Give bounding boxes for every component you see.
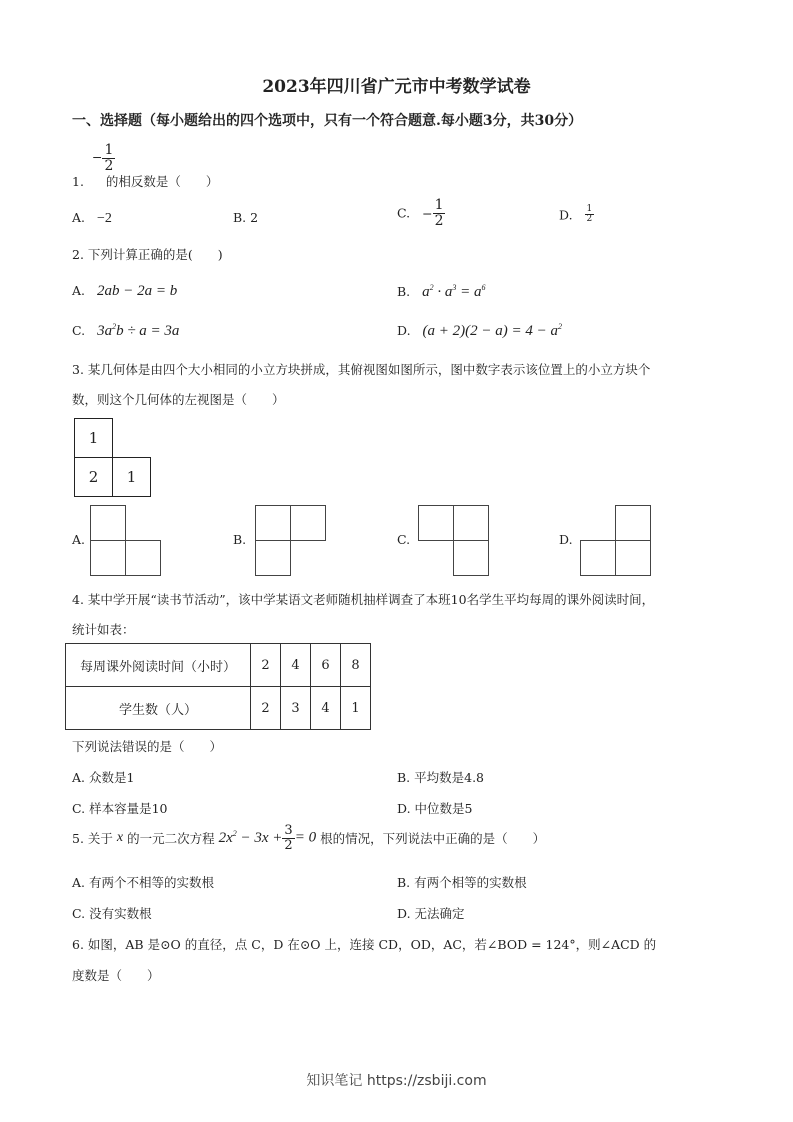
q5-option-d: D. 无法确定 bbox=[397, 906, 465, 921]
q2-option-c bbox=[72, 322, 179, 340]
q2-b-label: B. bbox=[397, 284, 411, 299]
q1-text: 的相反数是（ ） bbox=[105, 174, 219, 189]
q1-d-num: 1 bbox=[586, 204, 593, 214]
q2-d-label: D. bbox=[397, 323, 411, 338]
q2-d-expr: $(a + 2)(2 - a) = 4 - a^2$ bbox=[422, 322, 563, 339]
table-cell: 2 bbox=[251, 644, 281, 687]
q2-option-b bbox=[397, 283, 486, 301]
q5-option-a: A. 有两个不相等的实数根 bbox=[72, 875, 214, 890]
q4-option-c: C. 样本容量是10 bbox=[72, 801, 168, 816]
q1-option-b: B. 2 bbox=[233, 210, 259, 225]
q1-option-c bbox=[397, 198, 445, 228]
q3-option-d-label: D. bbox=[559, 532, 573, 547]
section-heading: 一、选择题（每小题给出的四个选项中，只有一个符合题意.每小题3分，共30分） bbox=[72, 113, 583, 129]
q1-option-a bbox=[72, 210, 112, 227]
q4-line2: 统计如表： bbox=[72, 622, 135, 637]
q5-mid: 的一元二次方程 bbox=[127, 831, 215, 847]
table-cell: 1 bbox=[341, 687, 371, 730]
exam-title: 2023年四川省广元市中考数学试卷 bbox=[262, 77, 531, 97]
table-row bbox=[66, 687, 371, 730]
grid-cell: 1 bbox=[113, 458, 151, 497]
footer-watermark: 知识笔记 https://zsbiji.com bbox=[306, 1073, 487, 1089]
q3-line2: 数，则这个几何体的左视图是（ ） bbox=[72, 392, 285, 407]
q2-a-label: A. bbox=[72, 283, 86, 298]
q2-a-expr: 2ab − 2a = b bbox=[97, 283, 178, 299]
q5-variable: x bbox=[116, 830, 124, 846]
q4-option-a: A. 众数是1 bbox=[72, 770, 135, 785]
grid-cell-empty bbox=[113, 419, 151, 458]
reading-time-table bbox=[65, 643, 371, 730]
q1-frac-sign: − bbox=[92, 149, 103, 165]
q5-equation: $2x^2 - 3x$ + bbox=[218, 829, 283, 847]
row-header: 每周课外阅读时间（小时） bbox=[66, 644, 251, 687]
q4-option-b: B. 平均数是4.8 bbox=[397, 770, 485, 785]
q5-pre: 5. 关于 bbox=[72, 831, 113, 847]
table-cell: 3 bbox=[281, 687, 311, 730]
q2-b-expr: $a^2 \cdot a^3 = a^6$ bbox=[422, 283, 486, 300]
q5-post: 根的情况，下列说法中正确的是（ ） bbox=[320, 831, 546, 847]
q4-option-d: D. 中位数是5 bbox=[397, 801, 473, 816]
q3-option-a-label: A. bbox=[72, 532, 86, 547]
q2-option-d bbox=[397, 322, 562, 340]
q5-option-c: C. 没有实数根 bbox=[72, 906, 152, 921]
q1-stem bbox=[72, 172, 218, 190]
q3-option-c-label: C. bbox=[397, 532, 411, 547]
q1-frac-den: 2 bbox=[104, 157, 114, 174]
q4-question: 下列说法错误的是（ ） bbox=[72, 739, 223, 754]
table-row bbox=[66, 644, 371, 687]
row-header: 学生数（人） bbox=[66, 687, 251, 730]
table-cell: 6 bbox=[311, 644, 341, 687]
q1-number: 1. bbox=[72, 174, 84, 189]
grid-cell: 2 bbox=[75, 458, 113, 497]
q2-option-a bbox=[72, 283, 177, 300]
table-cell: 4 bbox=[281, 644, 311, 687]
q6-line2: 度数是（ ） bbox=[72, 968, 160, 983]
q4-line1: 4. 某中学开展“读书节活动”，该中学某语文老师随机抽样调查了本班10名学生平均每周的课外阅读时间， bbox=[72, 592, 655, 607]
q1-frac-num: 1 bbox=[104, 142, 114, 158]
q1-a-label: A. bbox=[72, 210, 86, 225]
q5-option-b: B. 有两个相等的实数根 bbox=[397, 875, 527, 890]
q1-c-sign: − bbox=[422, 205, 433, 221]
q1-d-den: 2 bbox=[586, 214, 593, 225]
q1-fraction bbox=[92, 143, 115, 173]
table-cell: 4 bbox=[311, 687, 341, 730]
q5-frac-den: 2 bbox=[284, 837, 293, 853]
q2-stem: 2. 下列计算正确的是( ) bbox=[72, 247, 223, 262]
table-cell: 8 bbox=[341, 644, 371, 687]
q6-line1: 6. 如图，AB 是⊙O 的直径，点 C，D 在⊙O 上，连接 CD，OD，AC，若∠BOD = 124°，则∠ACD 的 bbox=[72, 937, 657, 952]
q1-d-label: D. bbox=[559, 207, 573, 223]
q3-line1: 3. 某几何体是由四个大小相同的小立方块拼成，其俯视图如图所示，图中数字表示该位置上的小立方块个 bbox=[72, 362, 651, 377]
q3-option-b-label: B. bbox=[233, 532, 247, 547]
q5-frac-num: 3 bbox=[284, 823, 293, 838]
q1-c-num: 1 bbox=[434, 197, 444, 213]
q1-a-value: −2 bbox=[97, 211, 112, 226]
q1-c-label: C. bbox=[397, 205, 411, 221]
q2-c-label: C. bbox=[72, 323, 86, 338]
q5-stem bbox=[72, 824, 545, 852]
grid-cell: 1 bbox=[75, 419, 113, 458]
table-cell: 2 bbox=[251, 687, 281, 730]
q1-option-d bbox=[559, 205, 594, 225]
q2-c-expr: $3a^2b \div a = 3a$ bbox=[97, 322, 180, 339]
top-view-grid bbox=[74, 418, 151, 497]
q1-c-den: 2 bbox=[434, 212, 444, 229]
q5-equation-rhs: = 0 bbox=[294, 829, 317, 846]
